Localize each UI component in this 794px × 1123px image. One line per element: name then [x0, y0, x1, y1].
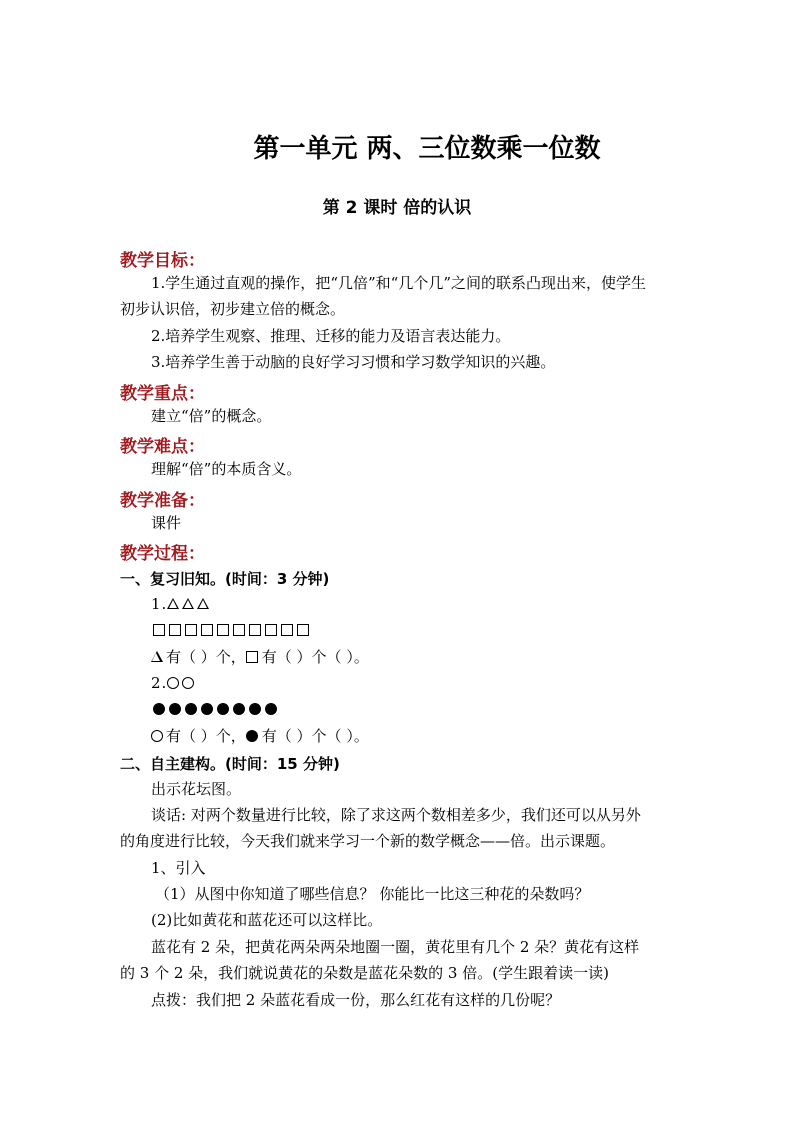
construction-talk-line-2: 的角度进行比较，今天我们就来学习一个新的数学概念——倍。出示课题。 — [120, 832, 616, 850]
circle-icon — [167, 677, 179, 689]
square-icon — [281, 624, 293, 636]
review-q2-question — [151, 727, 369, 745]
triangle-row — [167, 595, 212, 613]
review-q1-text-b: 有（ ）个（ ）。 — [261, 648, 369, 666]
dot-row — [153, 700, 281, 718]
square-row — [153, 621, 313, 639]
square-icon — [217, 624, 229, 636]
objective-1-line-1: 1.学生通过直观的操作，把“几倍”和“几个几”之间的联系凸现出来，使学生 — [151, 274, 646, 292]
dot-icon — [201, 703, 213, 715]
construction-tip: 点拨：我们把 2 朵蓝花看成一份，那么红花有这样的几份呢？ — [151, 991, 561, 1009]
key-point-heading: 教学重点： — [120, 384, 205, 404]
square-icon — [233, 624, 245, 636]
construction-blue-line-1: 蓝花有 2 朵，把黄花两朵两朵地圈一圈，黄花里有几个 2 朵？黄花有这样 — [151, 938, 640, 956]
review-q2-label: 2. — [151, 674, 168, 692]
dot-icon — [185, 703, 197, 715]
triangle-icon — [197, 598, 209, 609]
review-q1-label: 1. — [151, 595, 168, 613]
circle-icon — [151, 730, 163, 742]
difficulty-heading: 教学难点： — [120, 437, 205, 457]
construction-q1: （1）从图中你知道了哪些信息？ 你能比一比这三种花的朵数吗？ — [155, 885, 590, 903]
objective-3: 3.培养学生善于动脑的良好学习习惯和学习数学知识的兴趣。 — [151, 353, 556, 371]
square-icon — [185, 624, 197, 636]
dot-icon — [249, 703, 261, 715]
review-q2-text-a: 有（ ）个， — [166, 727, 246, 745]
preparation-heading: 教学准备： — [120, 491, 205, 511]
dot-icon — [265, 703, 277, 715]
square-icon — [265, 624, 277, 636]
triangle-icon — [151, 651, 163, 662]
circle-row — [167, 674, 197, 692]
square-icon — [249, 624, 261, 636]
construction-intro: 1、引入 — [151, 859, 206, 877]
difficulty-text: 理解“倍”的本质含义。 — [151, 460, 302, 478]
square-icon — [201, 624, 213, 636]
review-q2-text-b: 有（ ）个（ ）。 — [261, 727, 369, 745]
objective-2: 2.培养学生观察、推理、迁移的能力及语言表达能力。 — [151, 327, 511, 345]
construction-blue-line-2: 的 3 个 2 朵，我们就说黄花的朵数是蓝花朵数的 3 倍。(学生跟着读一读) — [120, 964, 609, 982]
triangle-icon — [182, 598, 194, 609]
process-heading: 教学过程： — [120, 544, 205, 564]
objective-1-line-2: 初步认识倍，初步建立倍的概念。 — [120, 300, 346, 318]
review-q1-question — [151, 648, 369, 666]
construction-heading: 二、自主建构。(时间：15 分钟) — [120, 755, 340, 773]
lesson-subtitle: 第 2 课时 倍的认识 — [322, 198, 472, 218]
dot-icon — [217, 703, 229, 715]
objectives-heading: 教学目标： — [120, 251, 205, 271]
square-icon — [246, 651, 258, 663]
square-icon — [297, 624, 309, 636]
preparation-text: 课件 — [151, 514, 182, 532]
construction-talk-line-1: 谈话: 对两个数量进行比较，除了求这两个数相差多少，我们还可以从另外 — [151, 806, 641, 824]
review-heading: 一、复习旧知。(时间：3 分钟) — [120, 570, 330, 588]
triangle-icon — [167, 598, 179, 609]
dot-icon — [153, 703, 165, 715]
key-point-text: 建立“倍”的概念。 — [151, 407, 272, 425]
review-q2-circles — [151, 674, 197, 692]
review-q1-triangles — [151, 595, 212, 613]
circle-icon — [182, 677, 194, 689]
dot-icon — [169, 703, 181, 715]
construction-show: 出示花坛图。 — [151, 780, 242, 798]
dot-icon — [246, 730, 258, 742]
square-icon — [153, 624, 165, 636]
square-icon — [169, 624, 181, 636]
construction-q2: (2)比如黄花和蓝花还可以这样比。 — [151, 911, 383, 929]
dot-icon — [233, 703, 245, 715]
unit-title: 第一单元 两、三位数乘一位数 — [253, 134, 601, 164]
review-q1-text-a: 有（ ）个， — [166, 648, 246, 666]
